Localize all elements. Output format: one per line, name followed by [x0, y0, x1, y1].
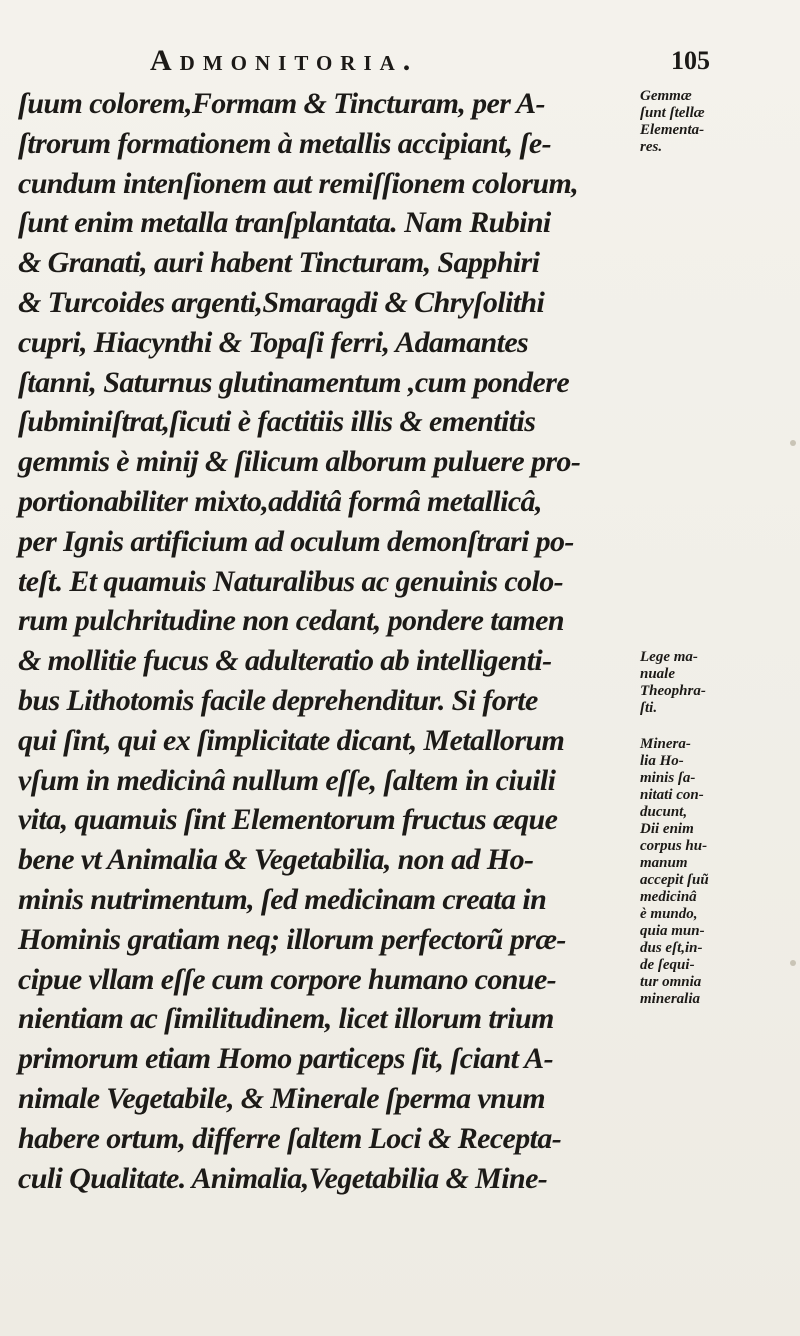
- text-line: per Ignis artificium ad oculum demonſtrari po-: [18, 524, 574, 558]
- text-line: & Turcoides argenti,Smaragdi & Chryſolithi: [18, 285, 545, 319]
- text-line: bene vt Animalia & Vegetabilia, non ad Ho-: [18, 843, 534, 877]
- marginal-note-line: nitati con-: [640, 787, 704, 803]
- paper-speck: [790, 440, 796, 446]
- text-line: nimale Vegetabile, & Minerale ſperma vnum: [18, 1081, 546, 1115]
- main-text-block: [18, 84, 638, 1198]
- marginal-note-line: lia Ho-: [640, 753, 684, 769]
- marginal-note-line: Lege ma-: [640, 649, 698, 665]
- marginal-note-line: Dii enim: [640, 821, 694, 837]
- text-line: ſunt enim metalla tranſplantata. Nam Rubini: [18, 206, 551, 240]
- marginal-note-line: Theophra-: [640, 683, 706, 699]
- page-number: 105: [671, 46, 710, 75]
- text-line: primorum etiam Homo particeps ſit, ſciant A-: [18, 1042, 553, 1076]
- marginal-note-lege: [640, 649, 800, 717]
- marginal-note-line: Elementa-: [640, 122, 705, 138]
- marginal-note-line: Minera-: [640, 736, 691, 752]
- text-line: cipue vllam eſſe cum corpore humano conue-: [18, 962, 557, 996]
- text-line: qui ſint, qui ex ſimplicitate dicant, Metallorum: [18, 723, 565, 757]
- marginal-note-line: nuale: [640, 666, 676, 682]
- text-line: bus Lithotomis facile deprehenditur. Si forte: [18, 683, 538, 717]
- marginal-note-line: de ſequi-: [640, 957, 695, 973]
- text-line: Hominis gratiam neq; illorum perfectorũ præ-: [18, 922, 566, 956]
- text-line: ſtrorum formationem à metallis accipiant, ſe-: [18, 126, 551, 160]
- text-line: habere ortum, differre ſaltem Loci & Recepta-: [18, 1121, 562, 1155]
- text-line: teſt. Et quamuis Naturalibus ac genuinis colo-: [18, 564, 563, 598]
- text-line: vita, quamuis ſint Elementorum fructus æque: [18, 803, 558, 837]
- marginal-note-line: quia mun-: [640, 923, 705, 939]
- text-line: culi Qualitate. Animalia,Vegetabilia & Mine-: [18, 1161, 548, 1195]
- paper-speck: [790, 960, 796, 966]
- marginal-note-line: tur omnia: [640, 974, 702, 990]
- text-line: cupri, Hiacynthi & Topaſi ferri, Adamantes: [18, 325, 529, 359]
- marginal-note-line: Gemmæ: [640, 88, 692, 104]
- marginal-note-gemmae: [640, 88, 800, 156]
- marginal-note-line: corpus hu-: [640, 838, 708, 854]
- page-header: [150, 44, 710, 84]
- marginal-note-line: medicinâ: [640, 889, 697, 905]
- marginal-note-line: mineralia: [640, 991, 701, 1007]
- marginal-note-mineralia: [640, 736, 800, 1008]
- marginal-note-line: res.: [640, 139, 663, 155]
- marginal-note-line: ſunt ſtellæ: [640, 105, 705, 121]
- text-line: & Granati, auri habent Tincturam, Sapphiri: [18, 246, 540, 280]
- text-line: vſum in medicinâ nullum eſſe, ſaltem in ciuili: [18, 763, 556, 797]
- text-line: rum pulchritudine non cedant, pondere tamen: [18, 604, 564, 638]
- text-line: & mollitie fucus & adulteratio ab intelligenti-: [18, 644, 552, 678]
- marginal-note-line: è mundo,: [640, 906, 698, 922]
- text-line: nientiam ac ſimilitudinem, licet illorum trium: [18, 1002, 554, 1036]
- marginal-note-line: ducunt,: [640, 804, 688, 820]
- running-head: Admonitoria.: [150, 44, 419, 77]
- text-line: ſtanni, Saturnus glutinamentum ,cum pondere: [18, 365, 570, 399]
- marginal-note-line: accepit ſuũ: [640, 872, 709, 888]
- text-line: cundum intenſionem aut remiſſionem colorum,: [18, 166, 579, 200]
- marginal-note-line: manum: [640, 855, 688, 871]
- marginal-note-line: ſti.: [640, 700, 658, 716]
- text-line: ſubminiſtrat,ſicuti è factitiis illis & ementitis: [18, 405, 536, 439]
- marginal-note-line: minis ſa-: [640, 770, 696, 786]
- text-line: ſuum colorem,Formam & Tincturam, per A-: [18, 87, 545, 120]
- text-line: gemmis è minij & ſilicum alborum puluere pro-: [18, 445, 581, 479]
- text-line: minis nutrimentum, ſed medicinam creata in: [18, 882, 547, 916]
- marginal-note-line: dus eſt,in-: [640, 940, 703, 956]
- text-line: portionabiliter mixto,additâ formâ metallicâ,: [18, 484, 542, 518]
